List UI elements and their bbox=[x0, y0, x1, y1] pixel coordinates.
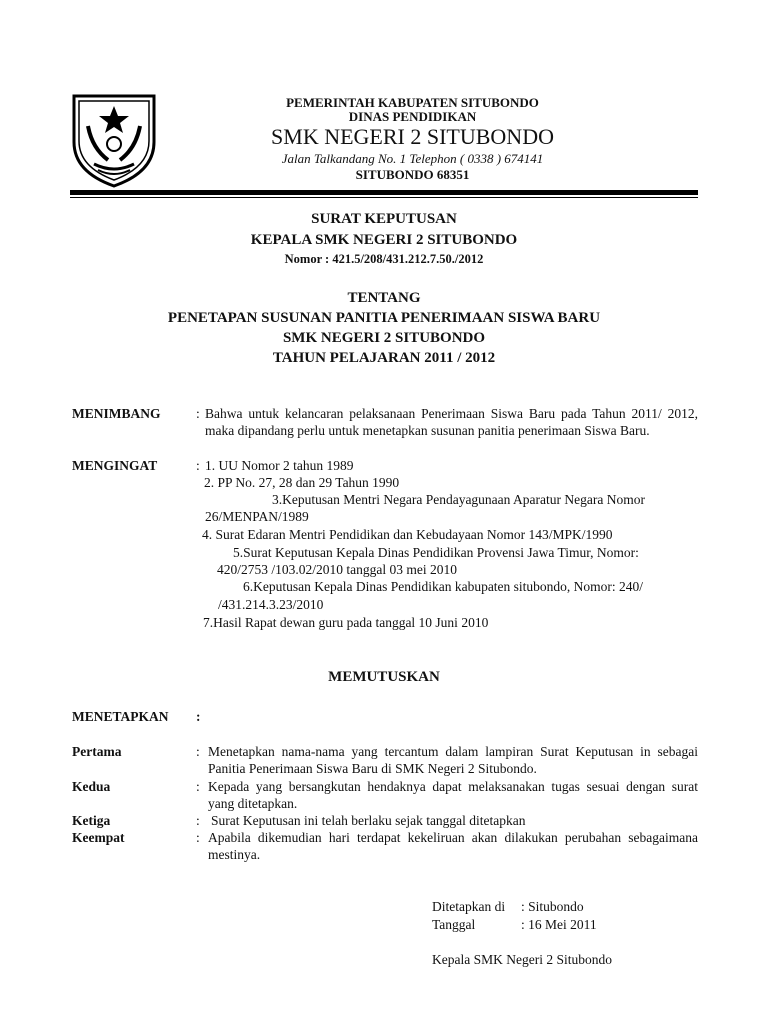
header-address: Jalan Talkandang No. 1 Telephon ( 0338 ) 674141 bbox=[281, 151, 544, 166]
title-head: KEPALA SMK NEGERI 2 SITUBONDO bbox=[250, 232, 518, 248]
subject-tentang: TENTANG bbox=[347, 290, 421, 306]
title-decree: SURAT KEPUTUSAN bbox=[311, 211, 457, 227]
memutuskan-heading: MEMUTUSKAN bbox=[328, 669, 440, 685]
ketiga-text: Surat Keputusan ini telah berlaku sejak tanggal ditetapkan bbox=[211, 813, 526, 828]
letterhead-divider-thick bbox=[70, 190, 698, 195]
mengingat-item-1: 1. UU Nomor 2 tahun 1989 bbox=[205, 458, 354, 473]
signatory-title: Kepala SMK Negeri 2 Situbondo bbox=[432, 952, 612, 967]
header-school-name: SMK NEGERI 2 SITUBONDO bbox=[271, 124, 554, 149]
title-number: Nomor : 421.5/208/431.212.7.50./2012 bbox=[284, 252, 484, 266]
keempat-text: Apabila dikemudian hari terdapat kekeliruan akan dilakukan perubahan sebagaimana mestinya. bbox=[208, 830, 698, 862]
mengingat-item-3a: 3.Keputusan Mentri Negara Pendayagunaan Aparatur Negara Nomor bbox=[272, 492, 645, 507]
mengingat-item-6a: 6.Keputusan Kepala Dinas Pendidikan kabupaten situbondo, Nomor: 240/ bbox=[243, 579, 644, 594]
mengingat-item-3b: 26/MENPAN/1989 bbox=[205, 509, 309, 524]
ditetapkan-label: Ditetapkan di bbox=[432, 899, 506, 914]
subject-line1: PENETAPAN SUSUNAN PANITIA PENERIMAAN SISWA BARU bbox=[167, 310, 601, 326]
menimbang-colon: : bbox=[196, 406, 200, 421]
mengingat-item-6b: /431.214.3.23/2010 bbox=[218, 597, 324, 612]
mengingat-item-7: 7.Hasil Rapat dewan guru pada tanggal 10 Juni 2010 bbox=[203, 615, 489, 630]
subject-line3: TAHUN PELAJARAN 2011 / 2012 bbox=[272, 350, 496, 366]
ketiga-label: Ketiga bbox=[72, 813, 111, 828]
mengingat-item-5b: 420/2753 /103.02/2010 tanggal 03 mei 2010 bbox=[217, 562, 457, 577]
kedua-colon: : bbox=[196, 779, 200, 794]
mengingat-item-2: 2. PP No. 27, 28 dan 29 Tahun 1990 bbox=[204, 475, 400, 490]
header-government: PEMERINTAH KABUPATEN SITUBONDO bbox=[286, 95, 539, 110]
letterhead-divider-thin bbox=[70, 197, 698, 198]
header-city: SITUBONDO 68351 bbox=[355, 167, 470, 182]
mengingat-label: MENGINGAT bbox=[72, 458, 158, 473]
menimbang-label: MENIMBANG bbox=[72, 406, 161, 421]
kedua-text: Kepada yang bersangkutan hendaknya dapat melaksanakan tugas sesuai dengan surat yang ditetapkan. bbox=[208, 779, 698, 811]
mengingat-colon: : bbox=[196, 458, 200, 473]
menetapkan-colon: : bbox=[196, 709, 201, 724]
pertama-label: Pertama bbox=[72, 744, 122, 759]
pertama-text: Menetapkan nama-nama yang tercantum dalam lampiran Surat Keputusan in sebagai Panitia Penerimaan Siswa Baru di SMK Negeri 2 Situbondo. bbox=[208, 744, 698, 776]
ketiga-colon: : bbox=[196, 813, 200, 828]
mengingat-item-4: 4. Surat Edaran Mentri Pendidikan dan Kebudayaan Nomor 143/MPK/1990 bbox=[202, 527, 613, 542]
keempat-label: Keempat bbox=[72, 830, 125, 845]
regency-emblem-logo bbox=[68, 86, 160, 188]
keempat-colon: : bbox=[196, 830, 200, 845]
ditetapkan-value: : Situbondo bbox=[521, 899, 584, 914]
kedua-label: Kedua bbox=[72, 779, 111, 794]
subject-line2: SMK NEGERI 2 SITUBONDO bbox=[282, 330, 486, 346]
header-department: DINAS PENDIDIKAN bbox=[348, 109, 477, 124]
tanggal-value: : 16 Mei 2011 bbox=[521, 917, 597, 932]
menimbang-text: Bahwa untuk kelancaran pelaksanaan Penerimaan Siswa Baru pada Tahun 2011/ 2012, maka dipandang perlu untuk menetapkan susunan panitia penerimaan Siswa Baru. bbox=[205, 406, 698, 438]
pertama-colon: : bbox=[196, 744, 200, 759]
menetapkan-label: MENETAPKAN bbox=[72, 709, 169, 724]
mengingat-item-5a: 5.Surat Keputusan Kepala Dinas Pendidikan Provensi Jawa Timur, Nomor: bbox=[233, 545, 639, 560]
tanggal-label: Tanggal bbox=[432, 917, 476, 932]
